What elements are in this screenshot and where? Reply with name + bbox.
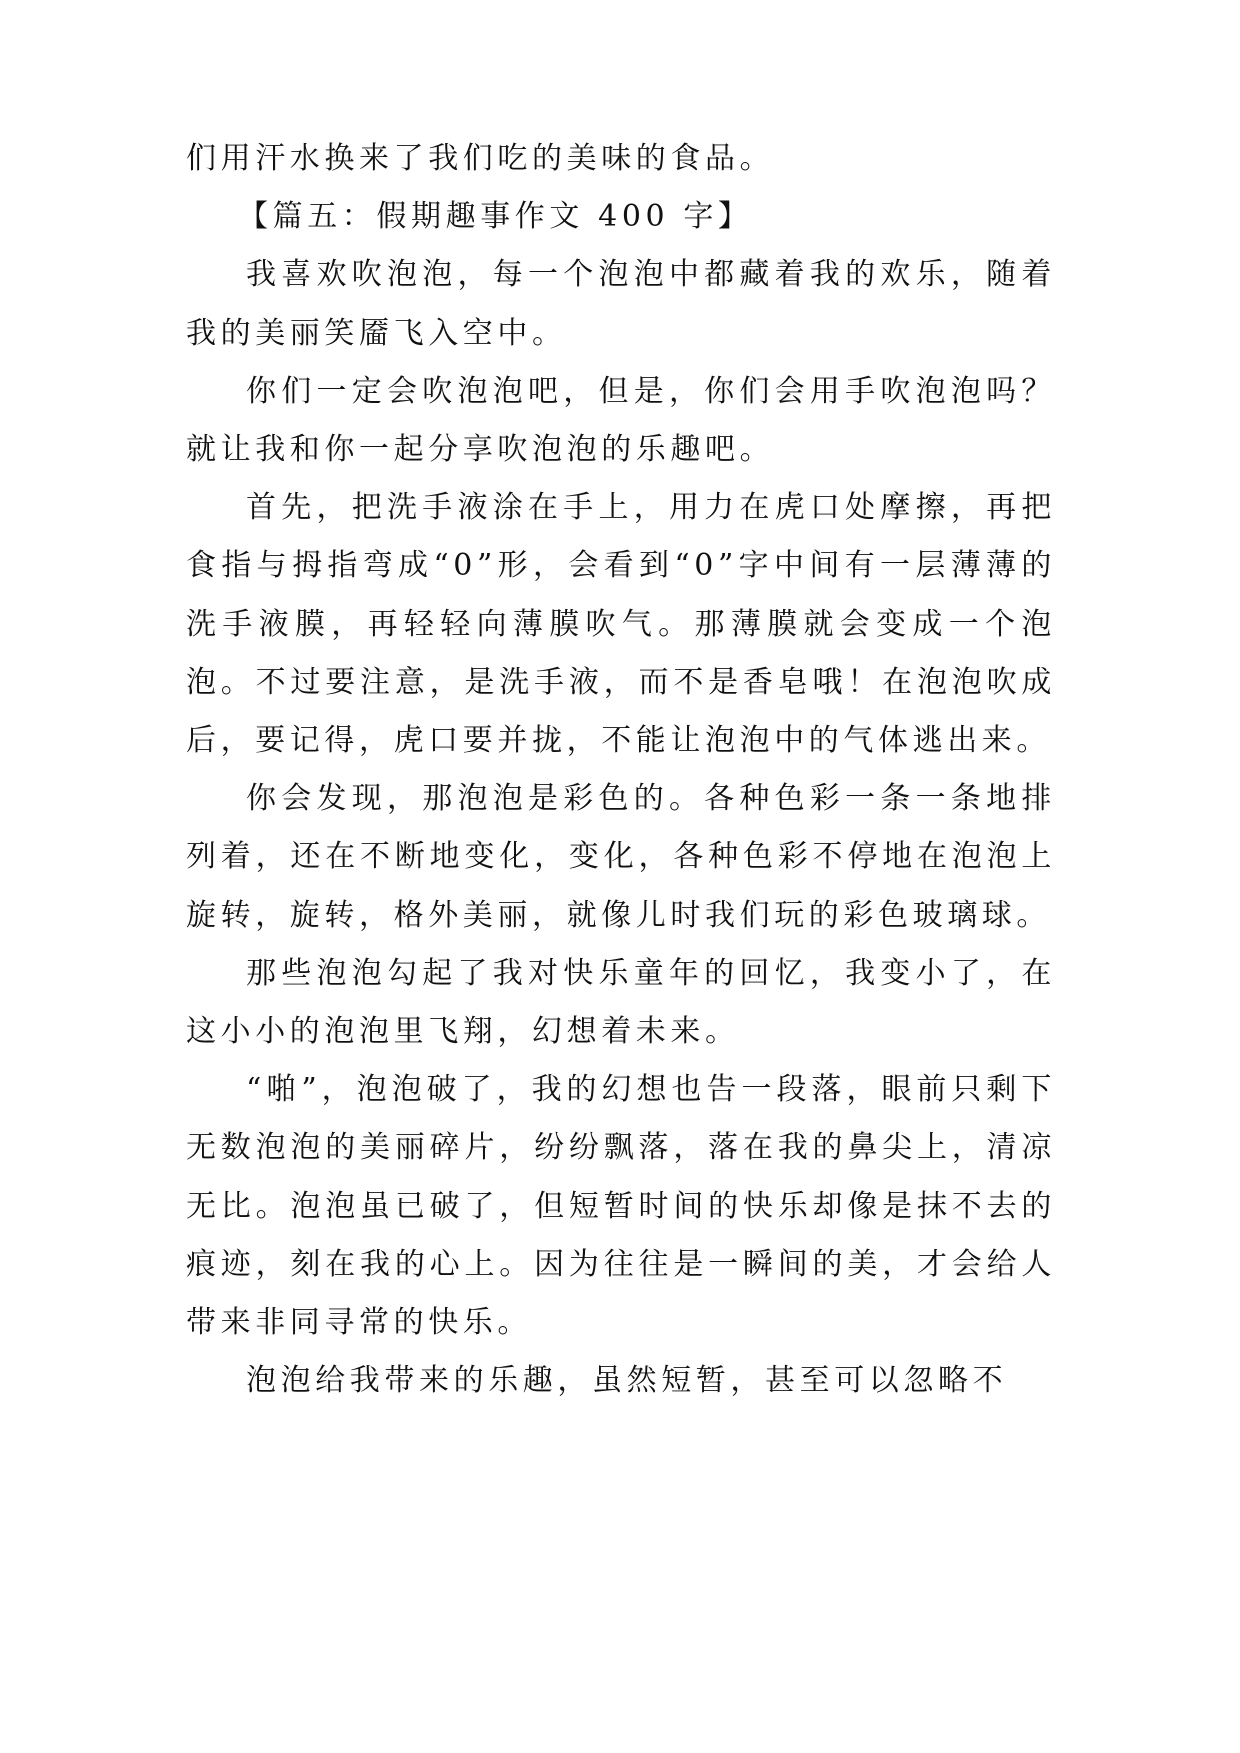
section-heading: 【篇五：假期趣事作文 400 字】 — [238, 199, 753, 235]
paragraph: 那些泡泡勾起了我对快乐童年的回忆，我变小了，在这小小的泡泡里飞翔，幻想着未来。 — [186, 955, 1056, 1050]
paragraph: 我喜欢吹泡泡，每一个泡泡中都藏着我的欢乐，随着我的美丽笑靥飞入空中。 — [186, 257, 1056, 351]
paragraph: 泡泡给我带来的乐趣，虽然短暂，甚至可以忽略不 — [246, 1363, 1008, 1399]
document-page — [186, 130, 1056, 1410]
paragraph: 你们一定会吹泡泡吧，但是，你们会用手吹泡泡吗？就让我和你一起分享吹泡泡的乐趣吧。 — [186, 373, 1056, 468]
paragraph-continuation: 们用汗水换来了我们吃的美味的食品。 — [186, 141, 775, 176]
paragraph: 你会发现，那泡泡是彩色的。各种色彩一条一条地排列着，还在不断地变化，变化，各种色彩不停地在泡泡上旋转，旋转，格外美丽，就像儿时我们玩的彩色玻璃球。 — [186, 781, 1056, 933]
paragraph: 首先，把洗手液涂在手上，用力在虎口处摩擦，再把食指与拇指弯成“0”形，会看到“0”字中间有一层薄薄的洗手液膜，再轻轻向薄膜吹气。那薄膜就会变成一个泡泡。不过要注意，是洗手液，而不是香皂哦！在泡泡吹成后，要记得，虎口要并拢，不能让泡泡中的气体逃出来。 — [186, 490, 1056, 759]
paragraph: “啪”，泡泡破了，我的幻想也告一段落，眼前只剩下无数泡泡的美丽碎片，纷纷飘落，落在我的鼻尖上，清凉无比。泡泡虽已破了，但短暂时间的快乐却像是抹不去的痕迹，刻在我的心上。因为往往是一瞬间的美，才会给人带来非同寻常的快乐。 — [186, 1072, 1056, 1341]
